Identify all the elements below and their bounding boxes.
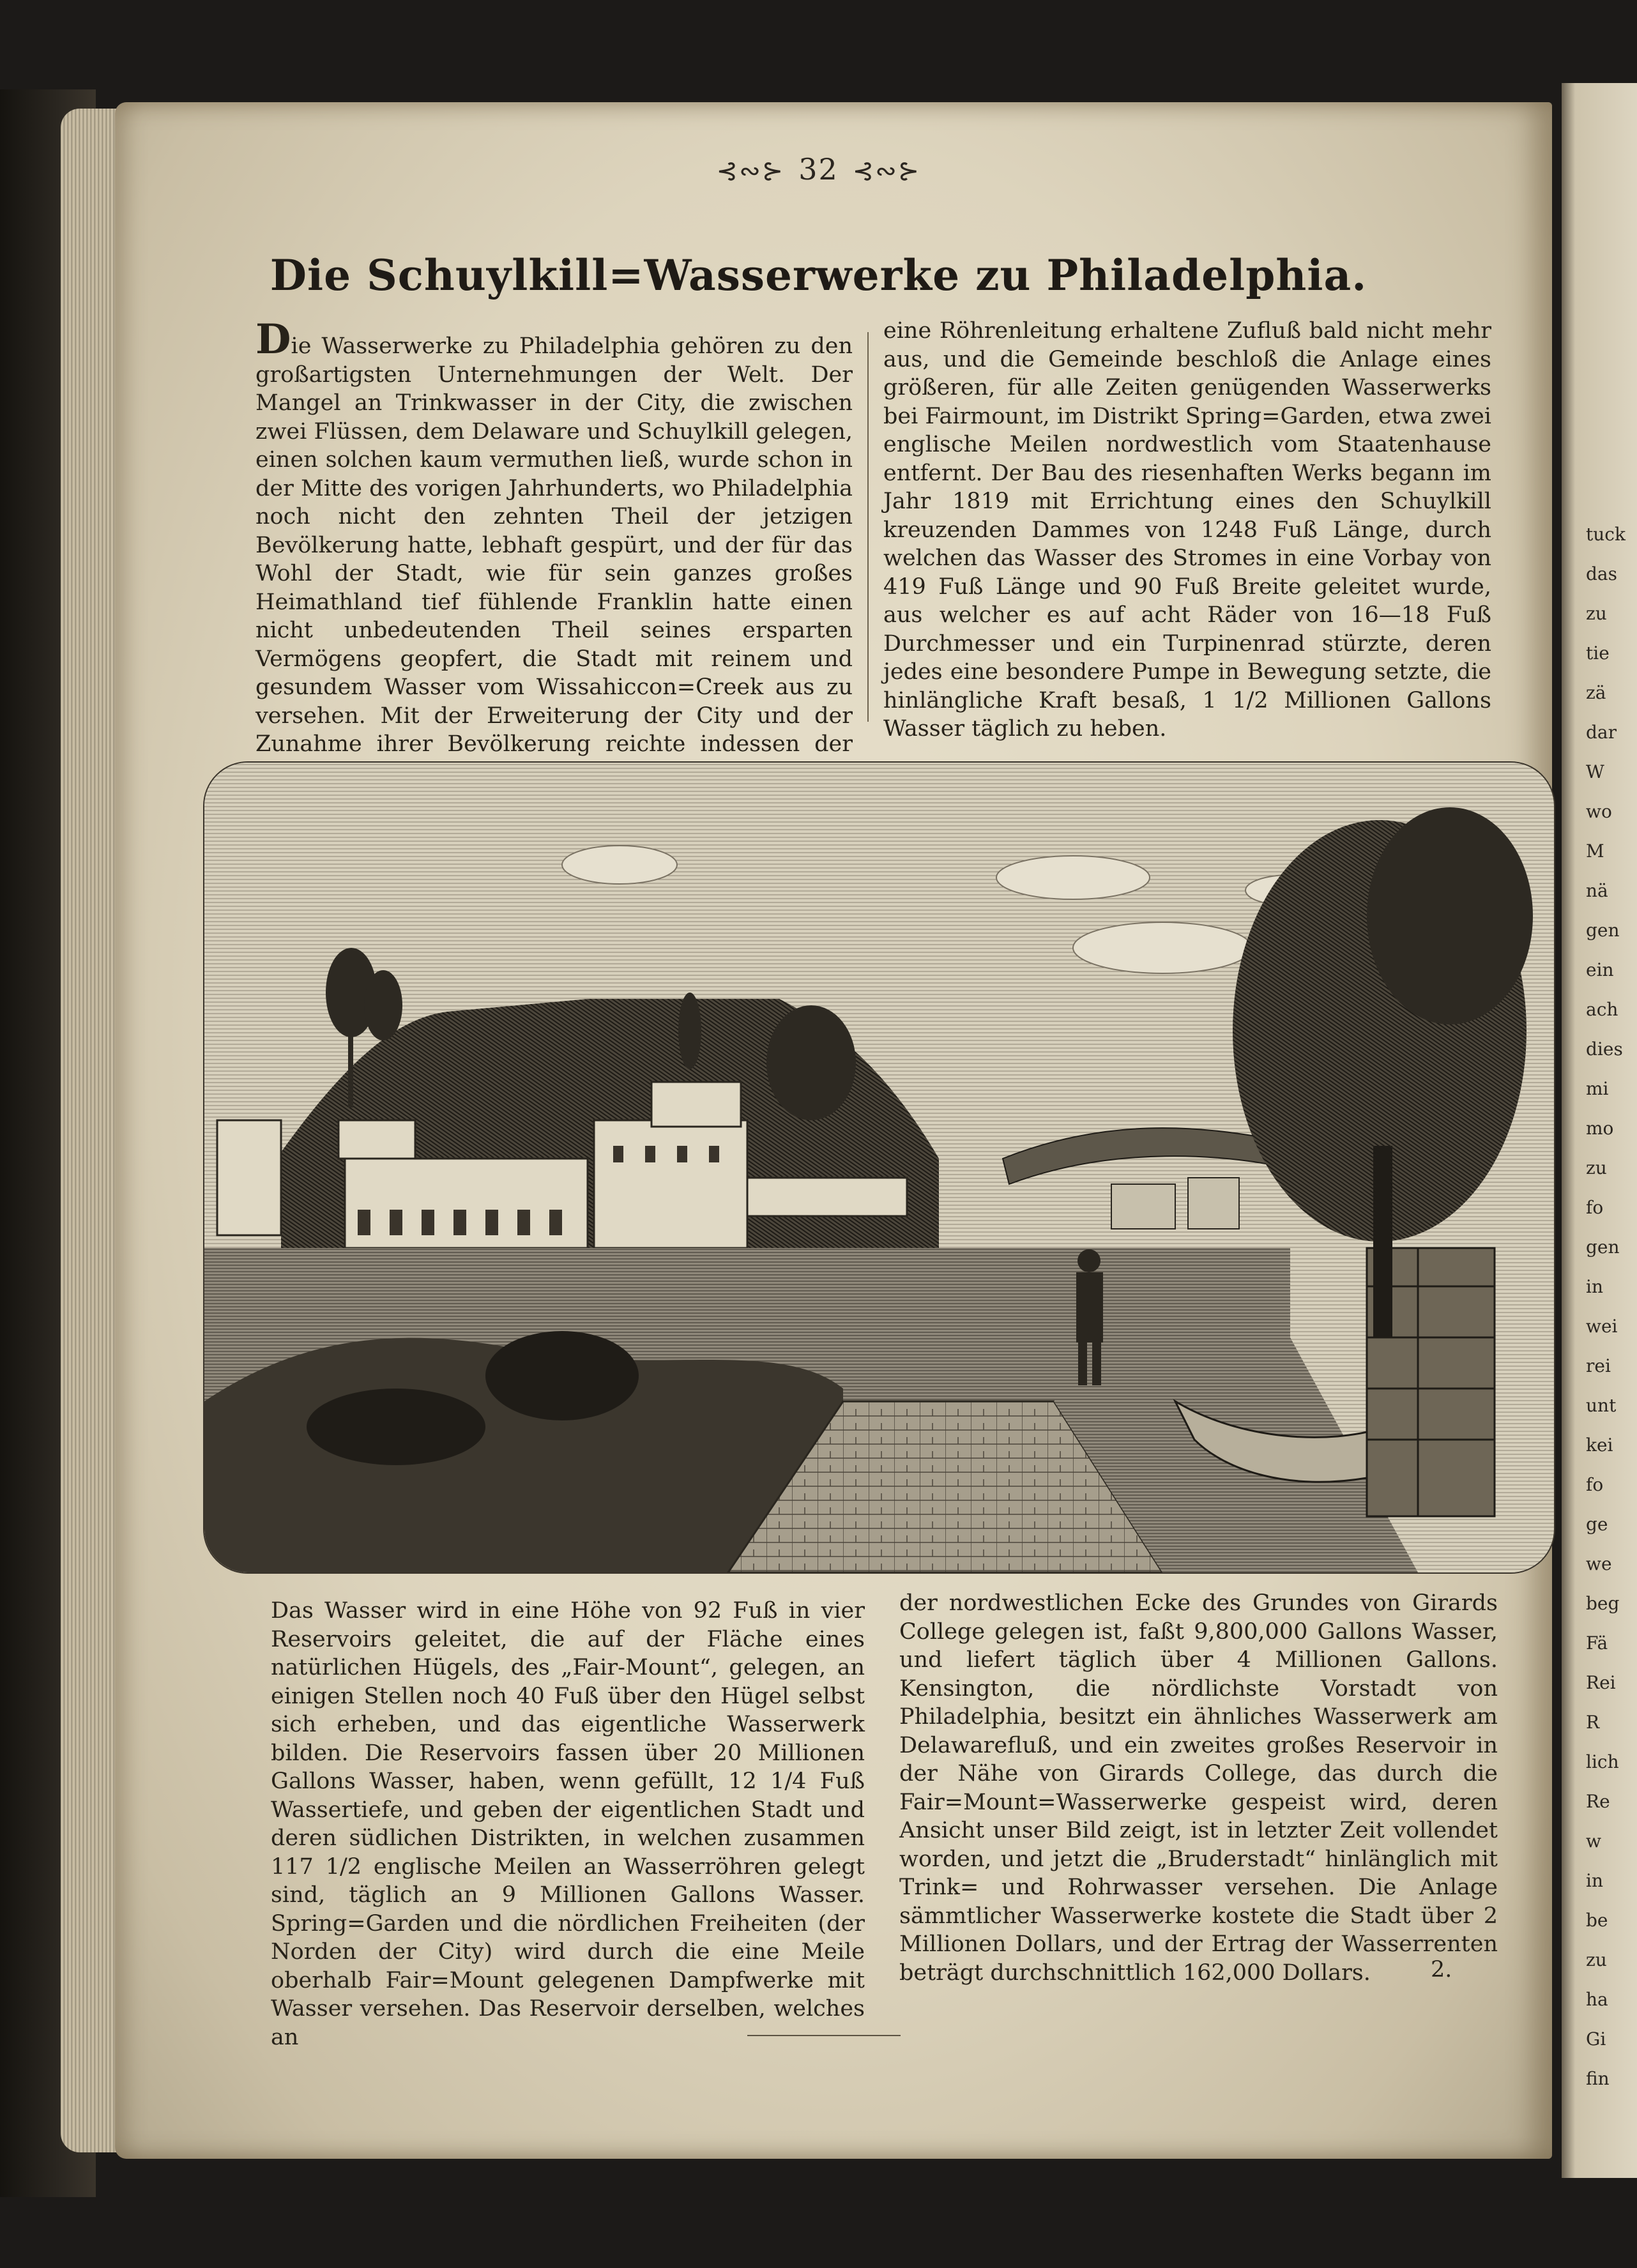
facing-page-fragment: das [1586,563,1617,584]
facing-page-fragment: tuck [1586,524,1626,545]
facing-page-fragment: be [1586,1910,1608,1931]
facing-page-fragment: lich [1586,1751,1619,1772]
column-top-right [883,317,1491,743]
article-title: Die Schuylkill=Wasserwerke zu Philadelphia. [270,250,1367,300]
facing-page-fragment: gen [1586,1237,1620,1258]
page-number-text: 32 [798,152,839,186]
facing-page-fragment: mo [1586,1118,1614,1139]
waterworks-engraving [203,761,1555,1574]
facing-page-fragment: ge [1586,1514,1608,1535]
engraving-art [204,763,1554,1572]
facing-page-fragment: we [1586,1553,1612,1574]
facing-page-fragment: beg [1586,1593,1620,1614]
paragraph-bottom-left: Das Wasser wird in eine Höhe von 92 Fuß in vier Reservoirs geleitet, die auf der Fläche eines natürlichen Hügels, des „Fair-Mount“, gelegen, an einigen Stellen noch 40 Fuß über den Hügel selbst sich erheben, und das eigentliche Wasserwerk bilden. Die Reservoirs fassen über 20 Millionen Gallons Wasser, haben, wenn gefüllt, 12 1/4 Fuß Wassertiefe, und geben der eigentlichen Stadt und deren südlichen Distrikten, in welchen zusammen 117 1/2 englische Meilen an Wasserröhren gelegt sind, täglich an 9 Millionen Gallons Wasser. Spring=Garden und die nördlichen Freiheiten (der Norden der City) wird durch die eine Meile oberhalb Fair=Mount gelegenen Dampfwerke mit Wasser versehen. Das Reservoir derselben, welches an [271,1598,865,2050]
facing-page-fragment: kei [1586,1435,1613,1456]
facing-page-fragment: M [1586,841,1604,862]
column-top-left [255,316,853,787]
author-mark: 2. [1431,1957,1452,1983]
facing-page-fragment: ha [1586,1989,1608,2010]
facing-page-fragment: dies [1586,1039,1623,1060]
facing-page-fragment: rei [1586,1355,1611,1376]
column-bottom-right [899,1589,1498,1987]
column-divider-top [867,332,869,722]
facing-page-fragment: unt [1586,1395,1617,1416]
facing-page-fragment: Fä [1586,1633,1608,1654]
facing-page-fragment: wo [1586,801,1612,822]
facing-page-edge [1562,83,1637,2178]
paragraph-bottom-right: der nordwestlichen Ecke des Grundes von Girards College gelegen ist, faßt 9,800,000 Gallons Wasser, und liefert täglich über 4 Millionen Gallons. Kensington, die nördlichste Vorstadt von Philadelphia, besitzt ein ähnliches Wasserwerk am Delawarefluß, und ein zweites großes Reservoir in der Nähe von Girards College, das durch die Fair=Mount=Wasserwerke gespeist wird, deren Ansicht unser Bild zeigt, ist in letzter Zeit vollendet worden, und jetzt die „Bruderstadt“ hinlänglich mit Trink= und Rohrwasser versehen. Die Anlage sämmtlicher Wasserwerke kostete die Stadt über 2 Millionen Dollars, und der Ertrag der Wasserrenten beträgt durchschnittlich 162,000 Dollars. [899,1590,1498,1986]
facing-page-fragment: zu [1586,603,1607,624]
facing-page-fragment: dar [1586,722,1617,743]
footer-rule [747,2035,901,2036]
facing-page-fragment: w [1586,1830,1601,1852]
facing-page-fragment: ein [1586,959,1614,980]
facing-page-fragment: W [1586,761,1604,782]
facing-page-fragment: R [1586,1712,1600,1733]
ornament-right-icon: ⊰∾⊱ [852,156,921,186]
facing-page-fragment: nä [1586,880,1608,901]
facing-page-fragment: Rei [1586,1672,1616,1693]
drop-cap: D [255,316,291,363]
facing-page-fragment: Re [1586,1791,1610,1812]
column-bottom-left [271,1597,865,2051]
facing-page-fragment: wei [1586,1316,1618,1337]
facing-page-fragment: gen [1586,920,1620,941]
ornament-left-icon: ⊰∾⊱ [716,156,785,186]
facing-page-fragment: Gi [1586,2028,1606,2050]
facing-page-fragment: fin [1586,2068,1610,2089]
facing-page-fragment: in [1586,1870,1603,1891]
facing-page-fragment: tie [1586,643,1610,664]
facing-page-fragment: in [1586,1276,1603,1297]
paragraph-top-left: ie Wasserwerke zu Philadelphia gehören zu den großartigsten Unternehmungen der Welt. Der Mangel an Trinkwasser in der City, die zwischen zwei Flüssen, dem Delaware und Schuylkill gelegen, einen solchen kaum vermuthen ließ, wurde schon in der Mitte des vorigen Jahrhunderts, wo Philadelphia noch nicht den zehnten Theil der jetzigen Bevölkerung hatte, lebhaft gespürt, und der für das Wohl der Stadt, wie für sein ganzes großes Heimathland tief fühlende Franklin hatte einen nicht unbedeutenden Theil seines ersparten Vermögens geopfert, die Stadt mit reinem und gesundem Wasser vom Wissahiccon=Creek aus zu versehen. Mit der Erweiterung der City und der Zunahme ihrer Bevölkerung reichte indessen der [255,333,853,757]
facing-page-fragment: fo [1586,1197,1604,1218]
page-number [0,152,1637,186]
facing-page-fragment: fo [1586,1474,1604,1495]
facing-page-fragment: ach [1586,999,1618,1020]
facing-page-fragment: zu [1586,1949,1607,1970]
facing-page-fragment: mi [1586,1078,1609,1099]
paragraph-top-right: eine Röhrenleitung erhaltene Zufluß bald nicht mehr aus, und die Gemeinde beschloß die Anlage eines größeren, für alle Zeiten genügenden Wasserwerks bei Fairmount, im Distrikt Spring=Garden, etwa zwei englische Meilen nordwestlich vom Staatenhause entfernt. Der Bau des riesenhaften Werks begann im Jahr 1819 mit Errichtung eines den Schuylkill kreuzenden Dammes von 1248 Fuß Länge, durch welchen das Wasser des Stromes in eine Vorbay von 419 Fuß Länge und 90 Fuß Breite geleitet wurde, aus welcher es auf acht Räder von 16—18 Fuß Durchmesser und ein Turpinenrad stürzte, deren jedes eine besondere Pumpe in Bewegung setzte, die hinlängliche Kraft besaß, 1 1/2 Millionen Gallons Wasser täglich zu heben. [883,318,1491,742]
facing-page-fragment: zä [1586,682,1606,703]
facing-page-fragment: zu [1586,1157,1607,1178]
